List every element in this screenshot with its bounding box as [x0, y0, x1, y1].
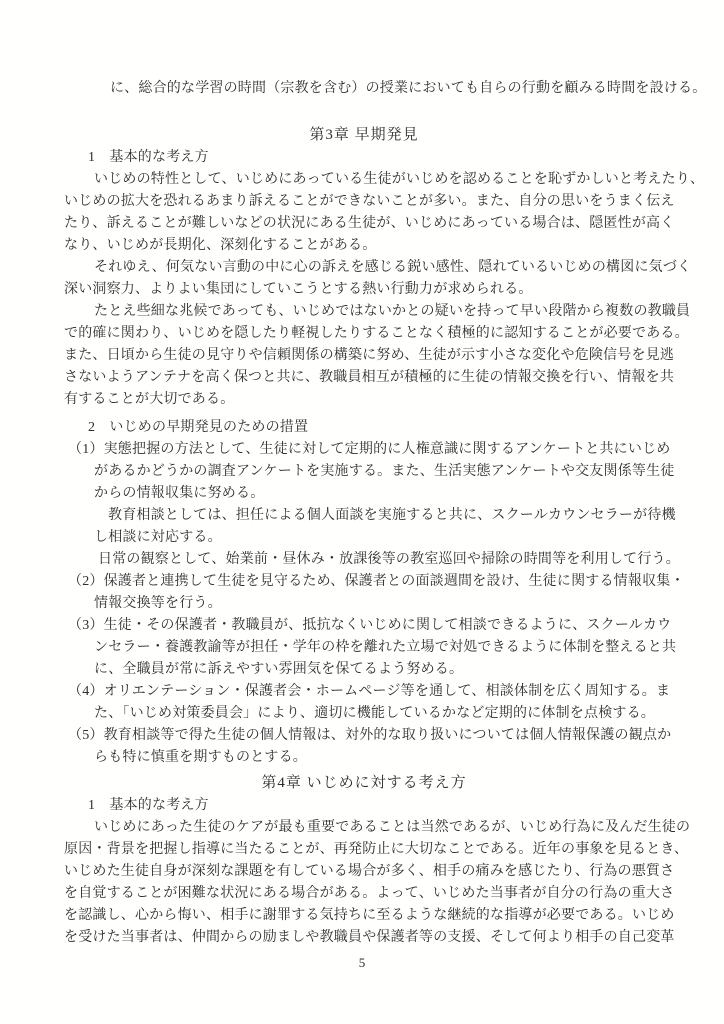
chapter3-section1-heading: 1 基本的な考え方 [88, 150, 209, 165]
body-line: を受けた当事者は、仲間からの励ましや教職員や保護者等の支援、そして何より相手の自己変革 [64, 930, 675, 945]
body-line: 有することが大切である。 [64, 392, 235, 407]
body-line: それゆえ、何気ない言動の中に心の訴えを感じる鋭い感性、隠れているいじめの構図に気づく [94, 260, 692, 275]
measure-item-4 [64, 681, 671, 725]
measure-item-1 [64, 439, 680, 571]
body-line: 深い洞察力、よりよい集団にしていこうとする熱い行動力が求められる。 [64, 282, 533, 297]
body-line: いじめにあった生徒のケアが最も重要であることは当然であるが、いじめ行為に及んだ生徒の [94, 820, 691, 835]
body-line: し相談に対応する。 [94, 530, 222, 545]
body-line: さないようアンテナを高く保つと共に、教職員相互が積極的に生徒の情報交換を行い、情報を共 [64, 370, 675, 385]
chapter4-section1-heading: 1 基本的な考え方 [88, 798, 209, 813]
body-line: 情報交換等を行う。 [94, 596, 222, 611]
body-line: た、「いじめ対策委員会」により、適切に機能しているかなど定期的に体制を点検する。 [94, 706, 655, 721]
body-line: いじめた生徒自身が深刻な課題を有している場合が多く、相手の痛みを感じたり、行為の悪質さ [64, 864, 675, 879]
body-line: いじめの拡大を恐れるあまり訴えることができないことが多い。また、自分の思いをうまく伝え [64, 194, 675, 209]
measure-item-5 [64, 725, 672, 769]
body-line: また、日頃から生徒の見守りや信頼関係の構築に努め、生徒が示す小さな変化や危険信号を見逃 [64, 348, 675, 363]
continuation-line: に、総合的な学習の時間（宗教を含む）の授業においても自らの行動を顧みる時間を設ける。 [110, 81, 707, 96]
body-line: があるかどうかの調査アンケートを実施する。また、生活実態アンケートや交友関係等生徒 [94, 464, 675, 479]
chapter3-paragraph3 [64, 301, 691, 411]
chapter3-title: 第3章 早期発見 [309, 127, 419, 143]
body-line: に、全職員が常に訴えやすい雰囲気を保てるよう努める。 [94, 662, 464, 677]
body-line: （5）教育相談等で得た生徒の個人情報は、対外的な取り扱いについては個人情報保護の観点か [68, 728, 672, 743]
chapter4-title: 第4章 いじめに対する考え方 [261, 775, 467, 791]
body-line: なり、いじめが長期化、深刻化することがある。 [64, 238, 377, 253]
body-line: （2）保護者と連携して生徒を見守るため、保護者との面談週間を設け、生徒に関する情報収集・ [68, 574, 685, 589]
body-line: を自覚することが困難な状況にある場合がある。よって、いじめた当事者が自分の行為の重大さ [64, 886, 675, 901]
body-line: たとえ些細な兆候であっても、いじめではないかとの疑いを持って早い段階から複数の教職員 [94, 304, 691, 319]
chapter3-paragraph2 [64, 257, 692, 301]
body-line: で的確に関わり、いじめを隠したり軽視したりすることなく積極的に認知することが必要である。 [64, 326, 689, 341]
body-line: 日常の観察として、始業前・昼休み・放課後等の教室巡回や掃除の時間等を利用して行う。 [98, 552, 680, 567]
body-line: を認識し、心から悔い、相手に謝罪する気持ちに至るような継続的な指導が必要である。いじめ [64, 908, 675, 923]
chapter3-section2-heading: 2 いじめの早期発見のための措置 [88, 420, 309, 435]
body-line: らも特に慎重を期すものとする。 [94, 750, 307, 765]
body-line: （1）実態把握の方法として、生徒に対して定期的に人権意識に関するアンケートと共にいじめ [68, 442, 671, 457]
body-line: ンセラー・養護教諭等が担任・学年の枠を離れた立場で対処できるように体制を整えると共 [94, 640, 677, 655]
chapter3-paragraph1 [64, 169, 705, 257]
page-number: 5 [358, 955, 366, 970]
body-line: （3）生徒・その保護者・教職員が、抵抗なくいじめに関して相談できるように、スクールカウ [68, 618, 672, 633]
body-line: （4）オリエンテーション・保護者会・ホームページ等を通して、相談体制を広く周知する。ま [68, 684, 671, 699]
measure-item-2 [64, 571, 685, 615]
body-line: いじめの特性として、いじめにあっている生徒がいじめを認めることを恥ずかしいと考えたり、 [94, 172, 705, 187]
chapter4-paragraph1 [64, 817, 691, 949]
measure-item-3 [64, 615, 677, 681]
body-line: 原因・背景を把握し指導に当たることが、再発防止に大切なことである。近年の事象を見るとき、 [64, 842, 689, 857]
body-line: たり、訴えることが難しいなどの状況にある生徒が、いじめにあっている場合は、隠匿性が高く [64, 216, 675, 231]
body-line: 教育相談としては、担任による個人面談を実施すると共に、スクールカウンセラーが待機 [108, 508, 676, 523]
body-line: からの情報収集に努める。 [94, 486, 265, 501]
